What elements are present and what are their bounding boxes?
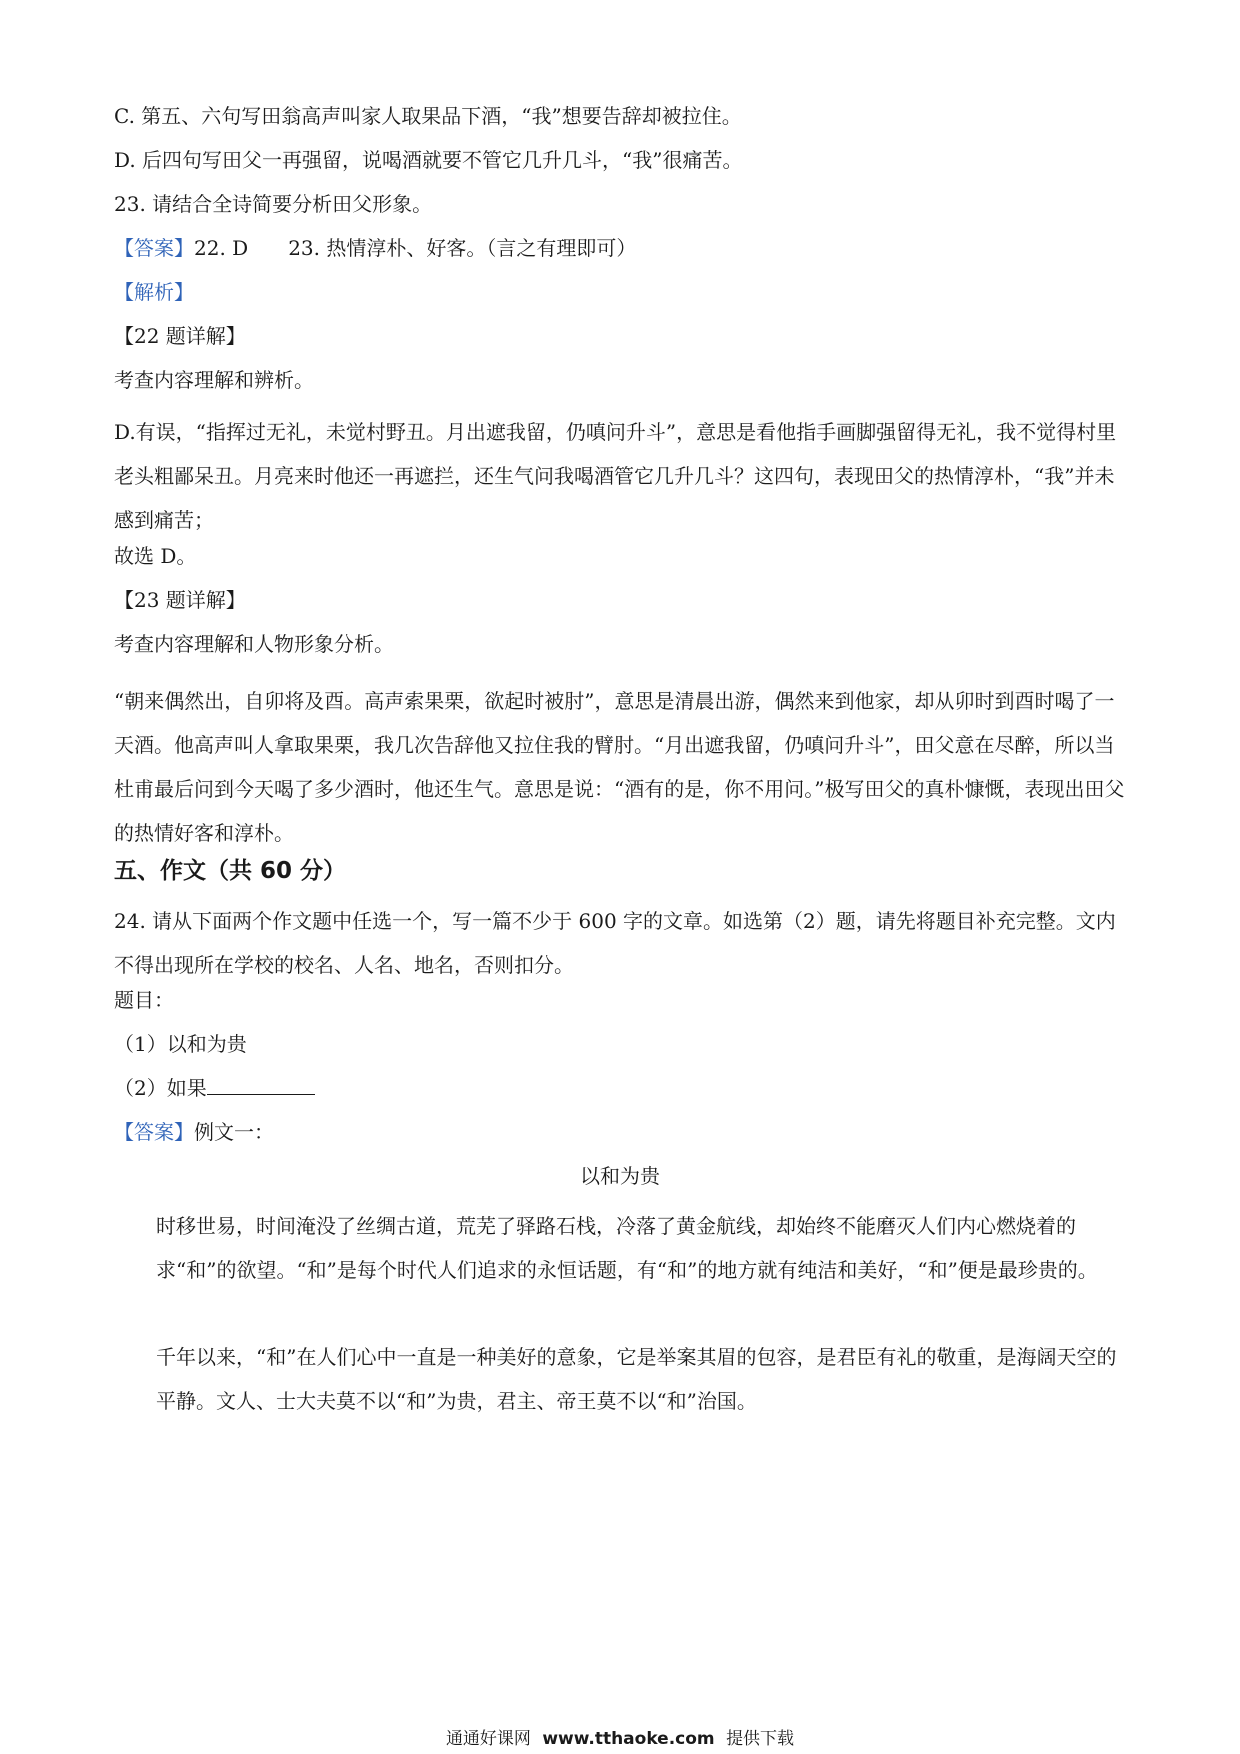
answer-line	[114, 234, 1130, 262]
question-23: 23. 请结合全诗简要分析田父形象。	[114, 192, 433, 216]
detail-23-type: 考查内容理解和人物形象分析。	[114, 632, 394, 656]
footer-url[interactable]: www.tthaoke.com	[542, 1729, 715, 1749]
section-heading: 五、作文（共 60 分）	[114, 858, 347, 884]
topic-1: （1）以和为贵	[114, 1032, 247, 1056]
footer-action: 提供下载	[726, 1729, 795, 1749]
topic-2	[114, 1074, 1130, 1102]
answer-22: 22. D	[194, 236, 249, 260]
essay-title: 以和为贵	[580, 1164, 660, 1188]
option-d: D. 后四句写田父一再强留，说喝酒就要不管它几升几斗，“我”很痛苦。	[114, 148, 743, 172]
analysis-tag: 【解析】	[114, 280, 194, 304]
detail-22-heading: 【22 题详解】	[114, 324, 246, 348]
detail-22-conclusion: 故选 D。	[114, 544, 197, 568]
answer-23: 23. 热情淳朴、好客。（言之有理即可）	[288, 236, 637, 260]
question-24: 24. 请从下面两个作文题中任选一个，写一篇不少于 600 字的文章。如选第（2）题，请先将题目补充完整。文内不得出现所在学校的校名、人名、地名，否则扣分。	[114, 909, 1116, 977]
answer-tag: 【答案】	[114, 236, 194, 260]
detail-22-type: 考查内容理解和辨析。	[114, 368, 314, 392]
topic-2-text: （2）如果	[114, 1076, 207, 1100]
page-footer	[0, 1728, 1240, 1750]
topic-label: 题目：	[114, 988, 174, 1012]
example-answer-line	[114, 1118, 1130, 1146]
detail-23-body: “朝来偶然出，自卯将及酉。高声索果栗，欲起时被肘”，意思是清晨出游，偶然来到他家，却从卯时到酉时喝了一天酒。他高声叫人拿取果栗，我几次告辞他又拉住我的臂肘。“月出遮我留，仍嗔问升斗”，田父意在尽醉，所以当杜甫最后问到今天喝了多少酒时，他还生气。意思是说：“酒有的是，你不用问。”极写田父的真朴慷慨，表现出田父的热情好客和淳朴。	[114, 689, 1125, 845]
fill-in-blank	[207, 1074, 315, 1095]
detail-23-heading: 【23 题详解】	[114, 588, 246, 612]
answer-tag-2: 【答案】	[114, 1120, 194, 1144]
essay-paragraph-2: 千年以来，“和”在人们心中一直是一种美好的意象，它是举案其眉的包容，是君臣有礼的敬重，是海阔天空的平静。文人、士大夫莫不以“和”为贵，君主、帝王莫不以“和”治国。	[156, 1345, 1117, 1413]
option-c: C. 第五、六句写田翁高声叫家人取果品下酒，“我”想要告辞却被拉住。	[114, 104, 742, 128]
detail-22-body: D.有误，“指挥过无礼，未觉村野丑。月出遮我留，仍嗔问升斗”，意思是看他指手画脚强留得无礼，我不觉得村里老头粗鄙呆丑。月亮来时他还一再遮拦，还生气问我喝酒管它几升几斗？这四句，表现田父的热情淳朴，“我”并未感到痛苦；	[114, 420, 1117, 532]
footer-site-name: 通通好课网	[445, 1729, 531, 1749]
essay-paragraph-1: 时移世易，时间淹没了丝绸古道，荒芜了驿路石栈，冷落了黄金航线，却始终不能磨灭人们内心燃烧着的求“和”的欲望。“和”是每个时代人们追求的永恒话题，有“和”的地方就有纯洁和美好，“和”便是最珍贵的。	[156, 1214, 1098, 1282]
example-label: 例文一：	[194, 1120, 274, 1144]
